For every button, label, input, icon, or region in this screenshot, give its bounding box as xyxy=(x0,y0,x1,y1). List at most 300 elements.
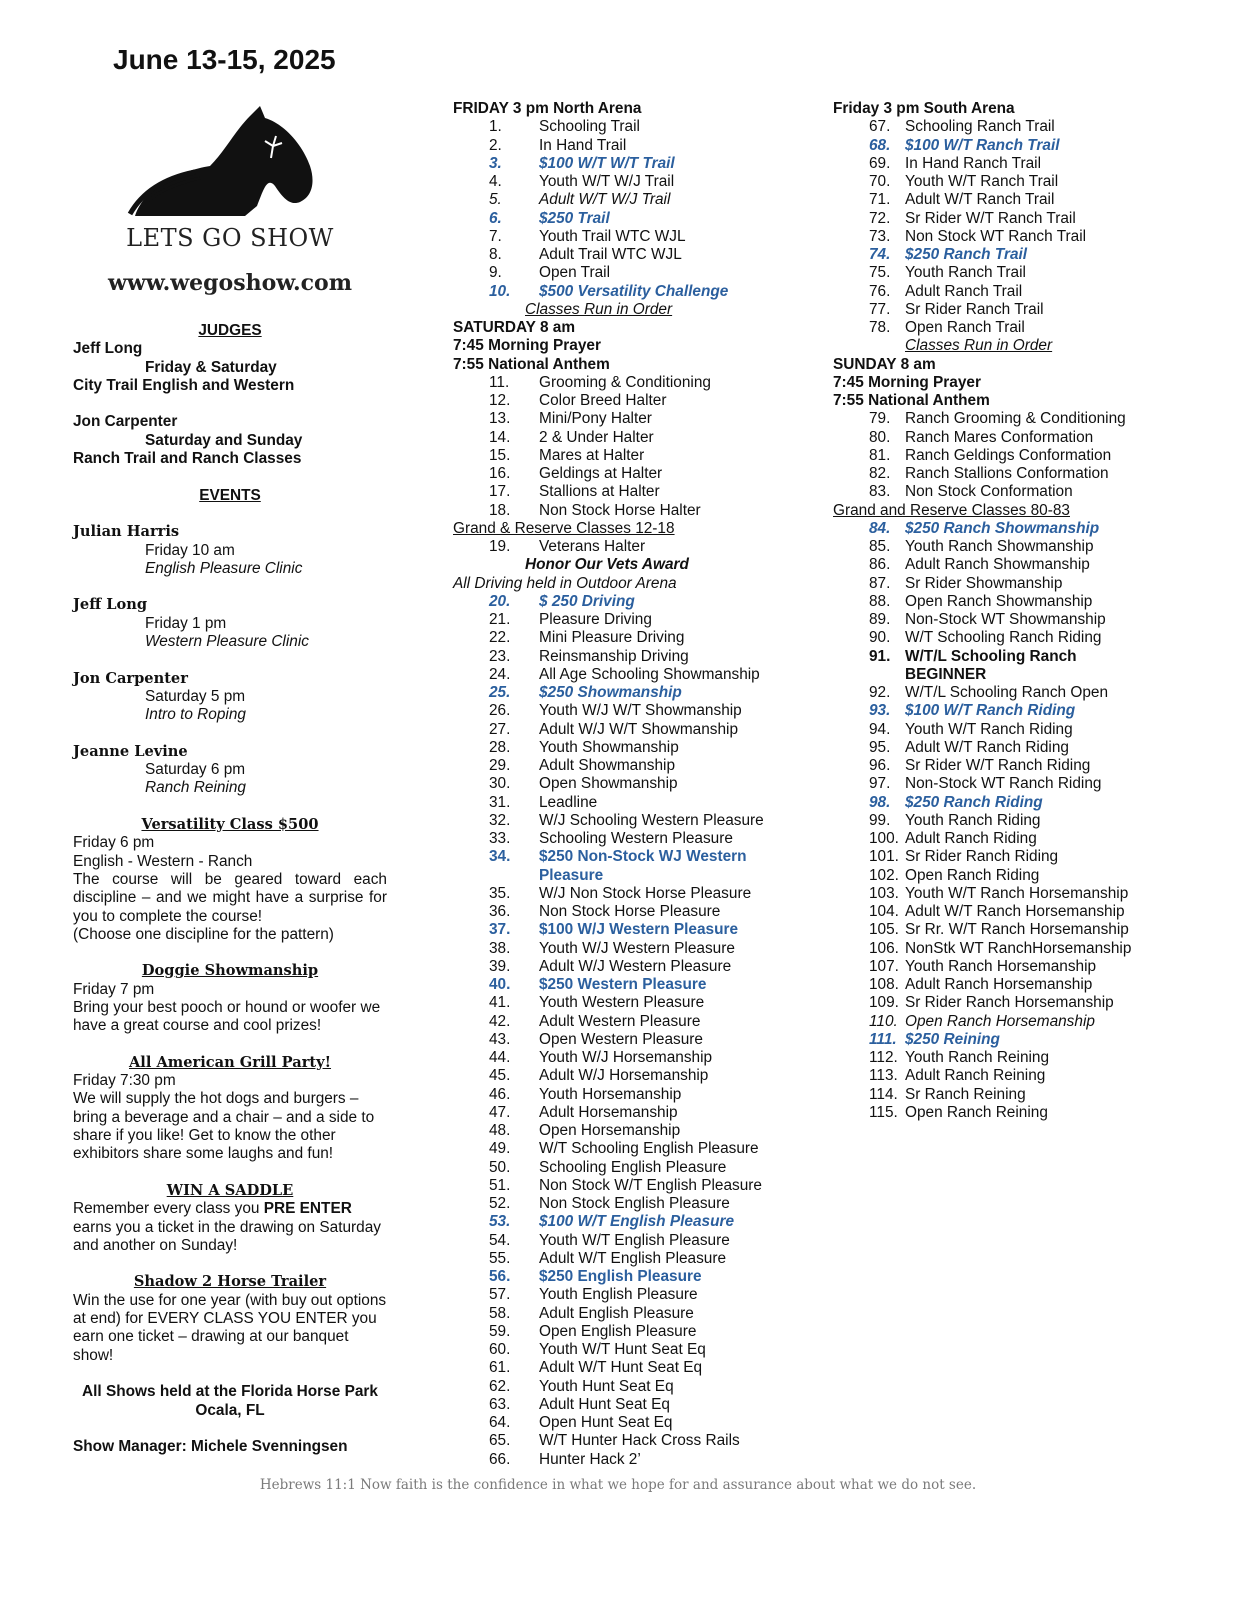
class-item xyxy=(453,903,793,921)
class-item xyxy=(453,885,793,903)
class-number: 92. xyxy=(869,684,891,701)
class-number: 107. xyxy=(869,957,899,975)
judge-2-classes: Ranch Trail and Ranch Classes xyxy=(73,450,302,468)
class-number: 74. xyxy=(869,246,891,263)
class-item xyxy=(833,1104,1153,1122)
section-note: Classes Run in Order xyxy=(905,337,1053,355)
grill-body: We will supply the hot dogs and burgers – bring a beverage and a chair – and a side to share if you like! Get to know the other exhibitors share some laughs and fun! xyxy=(73,1090,375,1163)
class-number: 58. xyxy=(489,1304,511,1322)
middle-column-class-list xyxy=(453,100,793,1469)
class-label: Mares at Halter xyxy=(539,446,645,464)
class-number: 103. xyxy=(869,884,899,902)
class-item xyxy=(833,611,1153,629)
class-item xyxy=(833,1013,1153,1031)
event-1-name: Julian Harris xyxy=(73,523,180,541)
class-item xyxy=(833,319,1153,337)
class-label: Open Ranch Riding xyxy=(905,866,1040,884)
class-number: 83. xyxy=(869,483,891,501)
class-number: 41. xyxy=(489,994,511,1012)
class-item xyxy=(833,940,1153,958)
class-item xyxy=(453,1122,793,1140)
judges-heading: JUDGES xyxy=(198,322,262,339)
class-label: $100 W/J Western Pleasure xyxy=(539,921,739,939)
class-number: 47. xyxy=(489,1103,511,1121)
class-item xyxy=(833,173,1153,191)
judge-1-days: Friday & Saturday xyxy=(145,358,277,376)
page-date: June 13-15, 2025 xyxy=(113,44,336,75)
class-item xyxy=(453,173,793,191)
class-number: 85. xyxy=(869,538,891,555)
class-item xyxy=(833,976,1153,994)
class-number: 42. xyxy=(489,1012,511,1030)
class-item xyxy=(833,118,1153,136)
class-label: $250 Showmanship xyxy=(539,684,682,701)
class-number: 46. xyxy=(489,1085,511,1103)
class-number: 105. xyxy=(869,921,899,939)
class-item xyxy=(453,1378,793,1396)
horse-head-icon xyxy=(125,106,325,226)
class-item xyxy=(453,374,793,392)
class-item xyxy=(833,830,1153,848)
class-number: 89. xyxy=(869,611,891,628)
class-label: Pleasure Driving xyxy=(539,611,652,628)
class-item xyxy=(453,1049,793,1067)
class-item xyxy=(833,1049,1153,1067)
doggie-heading: Doggie Showmanship xyxy=(141,962,319,980)
class-label: W/T Hunter Hack Cross Rails xyxy=(539,1432,740,1450)
class-label: Adult Ranch Riding xyxy=(905,830,1037,847)
class-number: 61. xyxy=(489,1359,511,1377)
class-number: 106. xyxy=(869,939,899,957)
class-item xyxy=(833,721,1153,739)
class-label: $100 W/T English Pleasure xyxy=(539,1213,735,1231)
class-item xyxy=(453,940,793,958)
class-number: 86. xyxy=(869,556,891,574)
class-label: Mini/Pony Halter xyxy=(539,410,652,428)
class-number: 88. xyxy=(869,592,891,610)
session-heading: 7:45 Morning Prayer xyxy=(453,337,601,355)
session-heading: 7:45 Morning Prayer xyxy=(833,373,981,391)
class-label: $250 Western Pleasure xyxy=(539,976,707,993)
class-label: Youth W/T English Pleasure xyxy=(539,1231,730,1249)
class-number: 4. xyxy=(489,173,502,190)
class-item xyxy=(453,1250,793,1268)
class-label: Adult W/T Hunt Seat Eq xyxy=(539,1359,703,1377)
class-item xyxy=(833,739,1153,757)
class-label: Color Breed Halter xyxy=(539,392,667,409)
class-number: 64. xyxy=(489,1414,511,1431)
class-item xyxy=(453,593,793,611)
class-number: 35. xyxy=(489,884,511,902)
class-item xyxy=(453,830,793,848)
class-item xyxy=(453,502,793,520)
class-number: 93. xyxy=(869,702,891,720)
versatility-time: Friday 6 pm xyxy=(73,834,155,852)
class-label: Open English Pleasure xyxy=(539,1322,697,1340)
class-label: Open Western Pleasure xyxy=(539,1030,703,1048)
class-number: 28. xyxy=(489,738,511,756)
class-item xyxy=(453,1396,793,1414)
class-number: 108. xyxy=(869,976,899,993)
class-label: Adult W/T Ranch Horsemanship xyxy=(905,903,1125,920)
class-number: 81. xyxy=(869,446,891,464)
class-item xyxy=(453,611,793,629)
class-number: 90. xyxy=(869,629,891,647)
session-heading: 7:55 National Anthem xyxy=(833,392,990,409)
class-label: Youth W/T Ranch Riding xyxy=(905,720,1073,738)
class-number: 94. xyxy=(869,720,891,738)
class-number: 10. xyxy=(489,282,511,300)
class-label: Stallions at Halter xyxy=(539,483,660,501)
class-number: 48. xyxy=(489,1122,511,1139)
class-number: 65. xyxy=(489,1432,511,1450)
class-item xyxy=(453,1086,793,1104)
class-number: 2. xyxy=(489,136,502,154)
class-label: Adult Western Pleasure xyxy=(539,1012,701,1030)
class-item xyxy=(453,429,793,447)
class-label: Open Ranch Reining xyxy=(905,1103,1048,1121)
class-label: Non Stock Horse Halter xyxy=(539,501,701,519)
class-number: 75. xyxy=(869,264,891,282)
left-column xyxy=(73,322,387,1456)
brand-name: LETS GO SHOW xyxy=(126,224,334,252)
class-label: Veterans Halter xyxy=(539,538,646,555)
class-label: Sr Rider Ranch Horsemanship xyxy=(905,994,1114,1012)
class-item xyxy=(833,958,1153,976)
class-label: Sr Rr. W/T Ranch Horsemanship xyxy=(905,921,1129,939)
class-item xyxy=(833,429,1153,447)
venue-line-1: All Shows held at the Florida Horse Park xyxy=(82,1383,378,1401)
versatility-body: The course will be geared toward each discipline – and we might have a surprise for you to complete the course! xyxy=(73,870,387,925)
versatility-disciplines: English - Western - Ranch xyxy=(73,852,253,870)
saddle-body: Remember every class you PRE ENTER earns you a ticket in the drawing on Saturday and another on Sunday! xyxy=(73,1200,381,1254)
class-item xyxy=(833,246,1153,264)
class-item xyxy=(453,392,793,410)
class-number: 115. xyxy=(869,1103,898,1121)
class-item xyxy=(453,648,793,666)
class-number: 71. xyxy=(869,191,891,209)
event-4-name: Jeanne Levine xyxy=(73,742,188,760)
class-label: $100 W/T Ranch Trail xyxy=(905,136,1060,154)
class-label: 2 & Under Halter xyxy=(539,428,654,446)
class-item xyxy=(453,702,793,720)
class-number: 80. xyxy=(869,428,891,446)
class-number: 23. xyxy=(489,647,511,665)
class-label: Youth Showmanship xyxy=(539,738,679,756)
class-number: 73. xyxy=(869,227,891,245)
session-heading: 7:55 National Anthem xyxy=(453,355,610,373)
class-number: 19. xyxy=(489,538,511,555)
trailer-heading: Shadow 2 Horse Trailer xyxy=(133,1273,327,1291)
class-label: Geldings at Halter xyxy=(539,465,663,482)
class-label: Youth Horsemanship xyxy=(539,1085,682,1103)
class-number: 40. xyxy=(489,976,511,993)
class-label: W/T/L Schooling Ranch BEGINNER xyxy=(905,647,1077,683)
class-label: Adult W/T Ranch Riding xyxy=(905,738,1069,756)
session-heading: SUNDAY 8 am xyxy=(833,355,936,373)
class-label: Grooming & Conditioning xyxy=(539,373,711,391)
class-label: Mini Pleasure Driving xyxy=(539,629,685,647)
class-number: 11. xyxy=(489,373,510,391)
class-label: Youth W/J Horsemanship xyxy=(539,1049,713,1066)
class-item xyxy=(833,1031,1153,1049)
class-label: Sr Rider Ranch Riding xyxy=(905,848,1059,866)
class-item xyxy=(833,155,1153,173)
class-number: 27. xyxy=(489,720,511,738)
class-item xyxy=(453,812,793,830)
class-item xyxy=(453,1195,793,1213)
class-label: Youth Ranch Horsemanship xyxy=(905,957,1097,975)
class-label: Youth W/T Hunt Seat Eq xyxy=(539,1341,706,1358)
class-item xyxy=(453,1432,793,1450)
class-label: Adult Ranch Horsemanship xyxy=(905,976,1093,993)
class-number: 69. xyxy=(869,154,891,172)
class-item xyxy=(453,757,793,775)
class-label: W/J Non Stock Horse Pleasure xyxy=(539,884,752,902)
class-item xyxy=(833,210,1153,228)
class-label: Hunter Hack 2’ xyxy=(539,1450,641,1468)
class-number: 72. xyxy=(869,209,891,227)
class-number: 77. xyxy=(869,300,891,318)
class-number: 33. xyxy=(489,830,511,847)
class-label: Youth W/T Ranch Trail xyxy=(905,173,1059,190)
class-item xyxy=(453,775,793,793)
events-heading: EVENTS xyxy=(199,486,261,504)
class-item xyxy=(453,994,793,1012)
class-item xyxy=(833,885,1153,903)
class-label: Youth Ranch Riding xyxy=(905,811,1041,829)
saddle-heading: WIN A SADDLE xyxy=(166,1181,294,1199)
class-label: Adult Trail WTC WJL xyxy=(539,246,682,263)
class-label: Non Stock W/T English Pleasure xyxy=(539,1176,762,1194)
class-label: W/T/L Schooling Ranch Open xyxy=(905,684,1109,701)
class-number: 52. xyxy=(489,1195,511,1212)
class-label: In Hand Trail xyxy=(539,136,627,154)
class-item xyxy=(453,538,793,556)
class-item xyxy=(833,1086,1153,1104)
class-item xyxy=(453,246,793,264)
venue-line-2: Ocala, FL xyxy=(195,1401,265,1419)
class-number: 78. xyxy=(869,319,891,336)
class-label: Youth Trail WTC WJL xyxy=(539,227,686,245)
class-number: 111. xyxy=(869,1030,897,1048)
class-number: 26. xyxy=(489,702,511,720)
class-number: 114. xyxy=(869,1085,898,1103)
class-item xyxy=(453,118,793,136)
class-number: 68. xyxy=(869,136,891,154)
class-number: 60. xyxy=(489,1341,511,1358)
class-number: 36. xyxy=(489,903,511,920)
event-1-title: English Pleasure Clinic xyxy=(145,559,303,577)
class-item xyxy=(453,1268,793,1286)
class-number: 34. xyxy=(489,848,511,866)
class-label: All Age Schooling Showmanship xyxy=(539,665,760,683)
class-item xyxy=(833,994,1153,1012)
class-number: 17. xyxy=(489,483,511,501)
class-number: 59. xyxy=(489,1322,511,1340)
session-heading: SATURDAY 8 am xyxy=(453,319,576,336)
class-label: W/T Schooling Ranch Riding xyxy=(905,629,1102,647)
event-2-time: Friday 1 pm xyxy=(145,614,227,632)
class-item xyxy=(833,228,1153,246)
class-label: Youth English Pleasure xyxy=(539,1286,698,1304)
class-label: Adult Horsemanship xyxy=(539,1103,678,1121)
class-label: In Hand Ranch Trail xyxy=(905,154,1042,172)
class-label: NonStk WT RanchHorsemanship xyxy=(905,939,1132,957)
class-label: Open Ranch Trail xyxy=(905,319,1025,336)
section-note: Classes Run in Order xyxy=(525,300,673,318)
class-item xyxy=(833,794,1153,812)
class-item xyxy=(453,1159,793,1177)
class-number: 70. xyxy=(869,173,891,190)
class-number: 95. xyxy=(869,738,891,756)
event-4-time: Saturday 6 pm xyxy=(145,761,246,779)
class-label: Youth W/T Ranch Horsemanship xyxy=(905,884,1129,902)
class-number: 50. xyxy=(489,1158,511,1176)
class-label: Non Stock Conformation xyxy=(905,483,1073,501)
section-note: All Driving held in Outdoor Arena xyxy=(453,574,677,592)
class-label: Open Hunt Seat Eq xyxy=(539,1414,673,1431)
class-item xyxy=(453,137,793,155)
website-link[interactable]: www.wegoshow.com xyxy=(107,270,353,296)
class-label: Adult Ranch Reining xyxy=(905,1067,1046,1085)
section-note: Grand & Reserve Classes 12-18 xyxy=(453,519,675,537)
class-number: 82. xyxy=(869,465,891,482)
class-number: 8. xyxy=(489,246,502,263)
class-item xyxy=(453,410,793,428)
class-label: Open Ranch Horsemanship xyxy=(905,1012,1095,1030)
class-item xyxy=(833,903,1153,921)
class-label: Adult Ranch Showmanship xyxy=(905,556,1090,574)
class-number: 37. xyxy=(489,921,511,939)
class-label: Schooling English Pleasure xyxy=(539,1158,727,1176)
class-item xyxy=(453,1414,793,1432)
class-number: 30. xyxy=(489,775,511,793)
right-column-class-list xyxy=(833,100,1153,1122)
class-label: $250 Trail xyxy=(539,209,610,227)
class-number: 102. xyxy=(869,866,899,884)
class-label: Youth Ranch Trail xyxy=(905,264,1026,282)
class-item xyxy=(453,1359,793,1377)
class-label: Sr Rider Ranch Trail xyxy=(905,300,1044,318)
class-item xyxy=(833,520,1153,538)
class-label: Youth Hunt Seat Eq xyxy=(539,1377,674,1395)
event-3-title: Intro to Roping xyxy=(145,706,246,724)
class-item xyxy=(453,1213,793,1231)
class-item xyxy=(453,1067,793,1085)
class-label: Sr Rider W/T Ranch Trail xyxy=(905,209,1076,227)
class-item xyxy=(833,447,1153,465)
class-label: Adult Ranch Trail xyxy=(905,282,1023,300)
class-item xyxy=(833,465,1153,483)
class-item xyxy=(453,191,793,209)
class-number: 54. xyxy=(489,1231,511,1249)
class-label: Youth W/T W/J Trail xyxy=(539,173,675,190)
class-label: Adult W/T Ranch Trail xyxy=(905,191,1055,209)
class-item xyxy=(833,556,1153,574)
class-item xyxy=(453,283,793,301)
show-manager: Show Manager: Michele Svenningsen xyxy=(73,1438,348,1456)
class-item xyxy=(453,483,793,501)
class-item xyxy=(833,1067,1153,1085)
class-number: 63. xyxy=(489,1395,511,1413)
session-heading: FRIDAY 3 pm North Arena xyxy=(453,100,642,117)
class-number: 6. xyxy=(489,209,502,227)
class-label: Adult W/T English Pleasure xyxy=(539,1249,727,1267)
class-label: Non-Stock WT Ranch Riding xyxy=(905,775,1102,793)
class-number: 99. xyxy=(869,811,891,829)
class-item xyxy=(453,848,793,885)
event-1-time: Friday 10 am xyxy=(145,541,235,559)
class-item xyxy=(453,155,793,173)
class-label: $250 English Pleasure xyxy=(539,1268,702,1285)
event-2-title: Western Pleasure Clinic xyxy=(145,633,309,651)
class-number: 97. xyxy=(869,775,891,793)
class-item xyxy=(833,684,1153,702)
class-label: Ranch Stallions Conformation xyxy=(905,465,1109,482)
class-item xyxy=(453,465,793,483)
class-item xyxy=(833,702,1153,720)
class-item xyxy=(833,593,1153,611)
class-number: 55. xyxy=(489,1249,511,1267)
class-number: 57. xyxy=(489,1286,511,1304)
class-item xyxy=(453,666,793,684)
class-number: 7. xyxy=(489,227,502,245)
class-item xyxy=(453,976,793,994)
class-number: 5. xyxy=(489,191,502,209)
grill-heading: All American Grill Party! xyxy=(128,1053,332,1071)
class-label: Non Stock English Pleasure xyxy=(539,1195,730,1212)
class-item xyxy=(833,812,1153,830)
class-number: 53. xyxy=(489,1213,511,1231)
class-number: 45. xyxy=(489,1067,511,1085)
class-item xyxy=(453,210,793,228)
session-heading: Friday 3 pm South Arena xyxy=(833,100,1015,117)
class-item xyxy=(833,921,1153,939)
class-number: 13. xyxy=(489,410,511,428)
class-item xyxy=(833,538,1153,556)
class-item xyxy=(833,483,1153,501)
class-label: Non-Stock WT Showmanship xyxy=(905,611,1106,628)
class-number: 3. xyxy=(489,154,502,172)
class-number: 56. xyxy=(489,1268,511,1285)
class-label: W/T Schooling English Pleasure xyxy=(539,1140,759,1158)
class-item xyxy=(833,301,1153,319)
class-label: Sr Rider Showmanship xyxy=(905,574,1063,592)
class-number: 29. xyxy=(489,757,511,774)
class-label: Ranch Geldings Conformation xyxy=(905,446,1112,464)
class-number: 67. xyxy=(869,118,891,136)
section-note: Honor Our Vets Award xyxy=(525,556,689,574)
judge-2-days: Saturday and Sunday xyxy=(145,431,303,449)
class-number: 62. xyxy=(489,1377,511,1395)
class-label: Reinsmanship Driving xyxy=(539,647,689,665)
class-number: 38. xyxy=(489,939,511,957)
class-item xyxy=(453,629,793,647)
class-item xyxy=(453,721,793,739)
class-item xyxy=(833,283,1153,301)
class-number: 87. xyxy=(869,574,891,592)
class-item xyxy=(453,1305,793,1323)
class-label: Adult W/T W/J Trail xyxy=(539,191,671,209)
class-number: 112. xyxy=(869,1049,898,1066)
class-item xyxy=(833,410,1153,428)
class-number: 98. xyxy=(869,793,891,811)
class-item xyxy=(833,648,1153,685)
class-number: 104. xyxy=(869,903,899,920)
judge-1-name: Jeff Long xyxy=(73,340,143,358)
class-label: Adult Hunt Seat Eq xyxy=(539,1395,670,1413)
